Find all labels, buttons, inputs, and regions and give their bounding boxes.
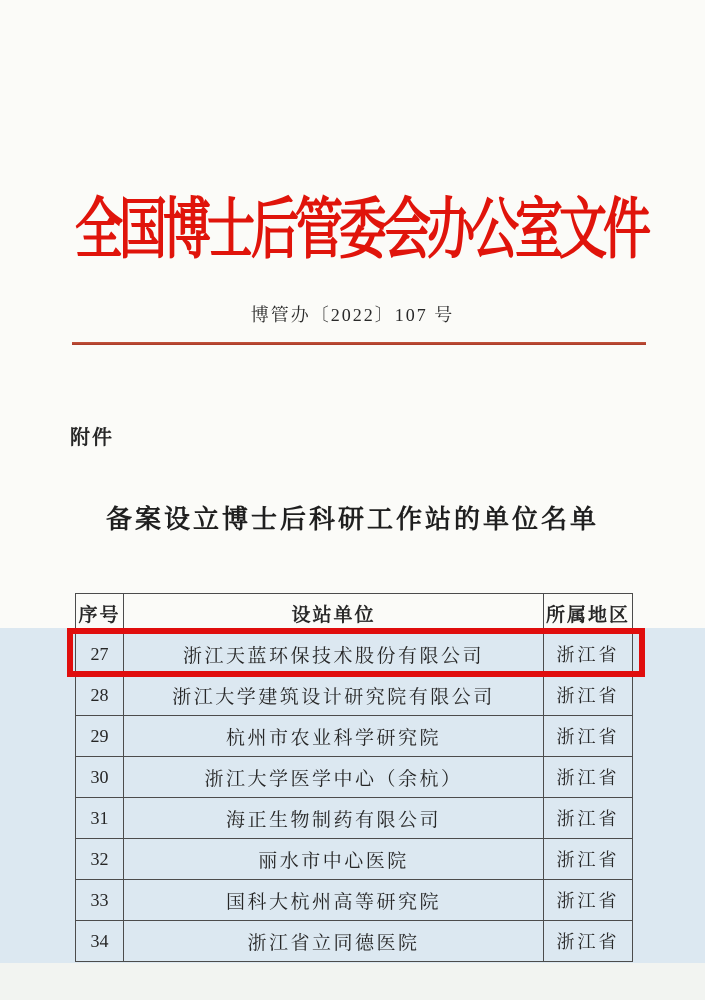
row-region: 浙江省	[544, 716, 633, 757]
attachment-label: 附件	[70, 427, 114, 449]
row-region: 浙江省	[544, 839, 633, 880]
header-region: 所属地区	[544, 594, 633, 634]
row-unit-name: 海正生物制药有限公司	[124, 798, 544, 839]
row-serial-number: 33	[76, 880, 124, 921]
row-serial-number: 34	[76, 921, 124, 962]
header-unit-name: 设站单位	[124, 594, 544, 634]
row-region: 浙江省	[544, 921, 633, 962]
row-unit-name: 浙江省立同德医院	[124, 921, 544, 962]
table-row	[76, 880, 633, 921]
row-serial-number: 32	[76, 839, 124, 880]
row-region: 浙江省	[544, 880, 633, 921]
table-header-row	[76, 594, 633, 634]
row-unit-name: 浙江天蓝环保技术股份有限公司	[124, 634, 544, 675]
table-row	[76, 634, 633, 675]
row-region: 浙江省	[544, 798, 633, 839]
row-region: 浙江省	[544, 675, 633, 716]
row-serial-number: 27	[76, 634, 124, 675]
row-unit-name: 国科大杭州高等研究院	[124, 880, 544, 921]
document-title: 全国博士后管委会办公室文件	[75, 193, 648, 268]
row-serial-number: 29	[76, 716, 124, 757]
row-unit-name: 杭州市农业科学研究院	[124, 716, 544, 757]
red-divider-line	[72, 342, 646, 345]
document-number: 博管办〔2022〕107 号	[250, 305, 455, 325]
table-title: 备案设立博士后科研工作站的单位名单	[105, 505, 599, 534]
units-table	[75, 593, 633, 962]
table-row	[76, 921, 633, 962]
row-serial-number: 30	[76, 757, 124, 798]
table-row	[76, 839, 633, 880]
table-row	[76, 675, 633, 716]
row-serial-number: 28	[76, 675, 124, 716]
row-unit-name: 浙江大学医学中心（余杭）	[124, 757, 544, 798]
row-unit-name: 浙江大学建筑设计研究院有限公司	[124, 675, 544, 716]
row-serial-number: 31	[76, 798, 124, 839]
table-row	[76, 716, 633, 757]
header-serial-number: 序号	[76, 594, 124, 634]
table-row	[76, 798, 633, 839]
row-region: 浙江省	[544, 757, 633, 798]
table-row	[76, 757, 633, 798]
page-bottom-strip	[0, 963, 705, 1000]
row-region: 浙江省	[544, 634, 633, 675]
row-unit-name: 丽水市中心医院	[124, 839, 544, 880]
